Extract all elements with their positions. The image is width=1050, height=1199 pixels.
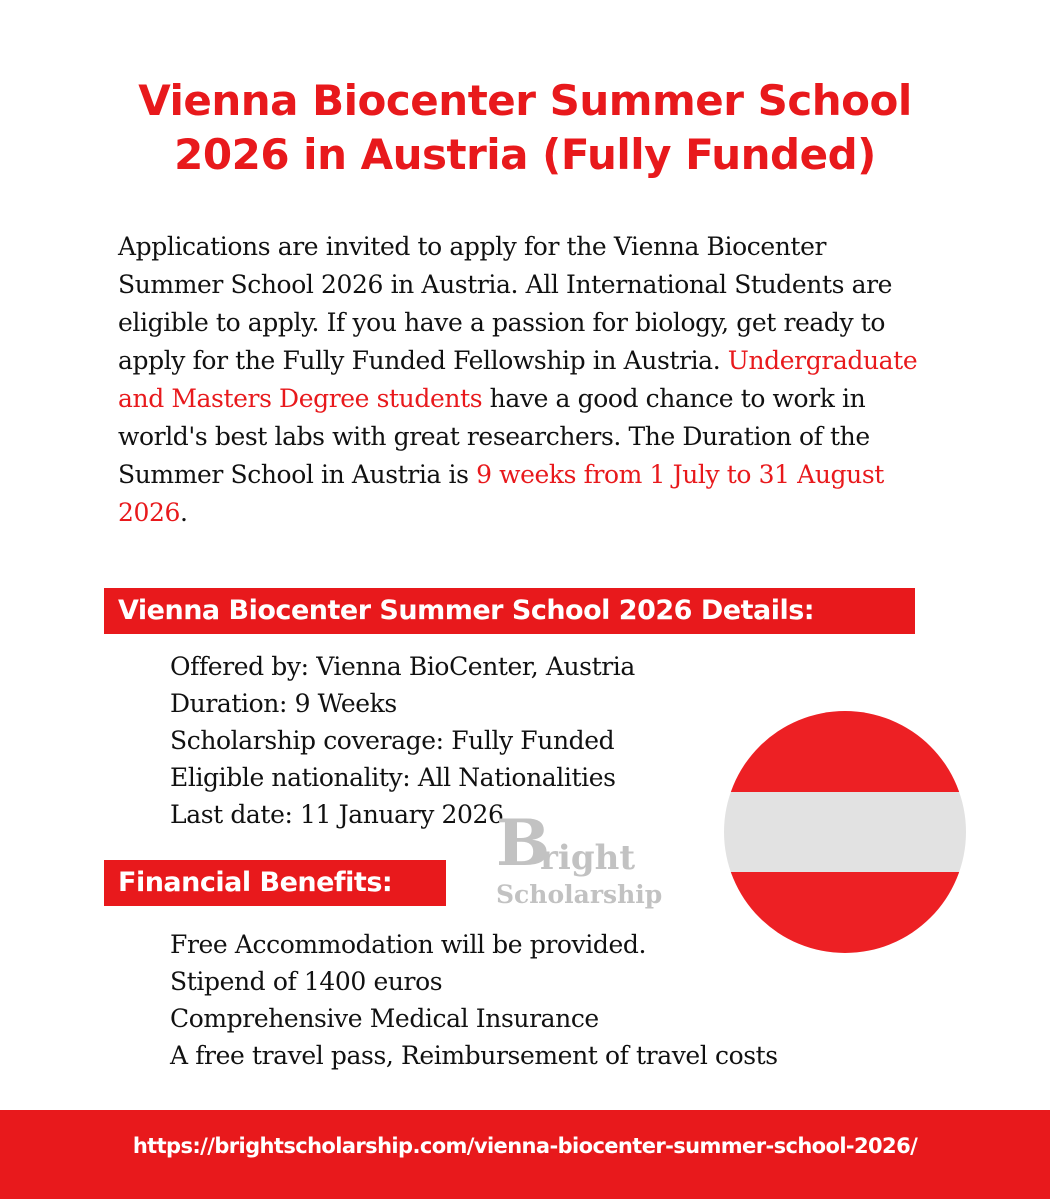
- page-title: [60, 74, 990, 182]
- footer-url-link[interactable]: https://brightscholarship.com/vienna-biocenter-summer-school-2026/: [132, 1134, 918, 1158]
- benefits-item-travel: A free travel pass, Reimbursement of travel costs: [170, 1041, 778, 1070]
- flag-bottom-stripe: [724, 872, 966, 953]
- intro-text-1: Applications are invited to apply for the Vienna Biocenter Summer School 2026 in Austria. All International Students are eligible to apply. If you have a passion for biology, get ready to apply for the Fully Funded Fellowship in Austria.: [118, 232, 893, 375]
- bright-scholarship-watermark: [496, 808, 686, 918]
- watermark-word-1: right: [540, 838, 636, 878]
- watermark-initial: B: [496, 806, 551, 881]
- watermark-word-2: Scholarship: [496, 880, 663, 909]
- details-item-last-date: Last date: 11 January 2026: [170, 800, 504, 829]
- benefits-item-insurance: Comprehensive Medical Insurance: [170, 1004, 599, 1033]
- flag-middle-stripe: [724, 792, 966, 872]
- details-item-offered-by: Offered by: Vienna BioCenter, Austria: [170, 652, 635, 681]
- austria-flag-icon: [724, 711, 966, 953]
- details-heading: Vienna Biocenter Summer School 2026 Details:: [104, 588, 915, 634]
- details-list: [170, 648, 635, 833]
- intro-text-3: .: [180, 498, 188, 527]
- benefits-item-stipend: Stipend of 1400 euros: [170, 967, 443, 996]
- details-item-coverage: Scholarship coverage: Fully Funded: [170, 726, 615, 755]
- benefits-heading: Financial Benefits:: [104, 860, 446, 906]
- intro-highlight-eligibility: Undergraduate and Masters Degree students: [118, 346, 918, 413]
- intro-paragraph: [118, 228, 918, 532]
- footer-bar: [0, 1110, 1050, 1199]
- intro-highlight-duration: 9 weeks from 1 July to 31 August 2026: [118, 460, 884, 527]
- title-line-1: Vienna Biocenter Summer School: [138, 76, 912, 125]
- benefits-list: [170, 926, 778, 1074]
- title-line-2: 2026 in Austria (Fully Funded): [174, 130, 876, 179]
- flag-top-stripe: [724, 711, 966, 792]
- intro-text-2: have a good chance to work in world's best labs with great researchers. The Duration of the Summer School in Austria is: [118, 384, 870, 489]
- details-item-duration: Duration: 9 Weeks: [170, 689, 397, 718]
- details-item-nationality: Eligible nationality: All Nationalities: [170, 763, 616, 792]
- benefits-item-accommodation: Free Accommodation will be provided.: [170, 930, 647, 959]
